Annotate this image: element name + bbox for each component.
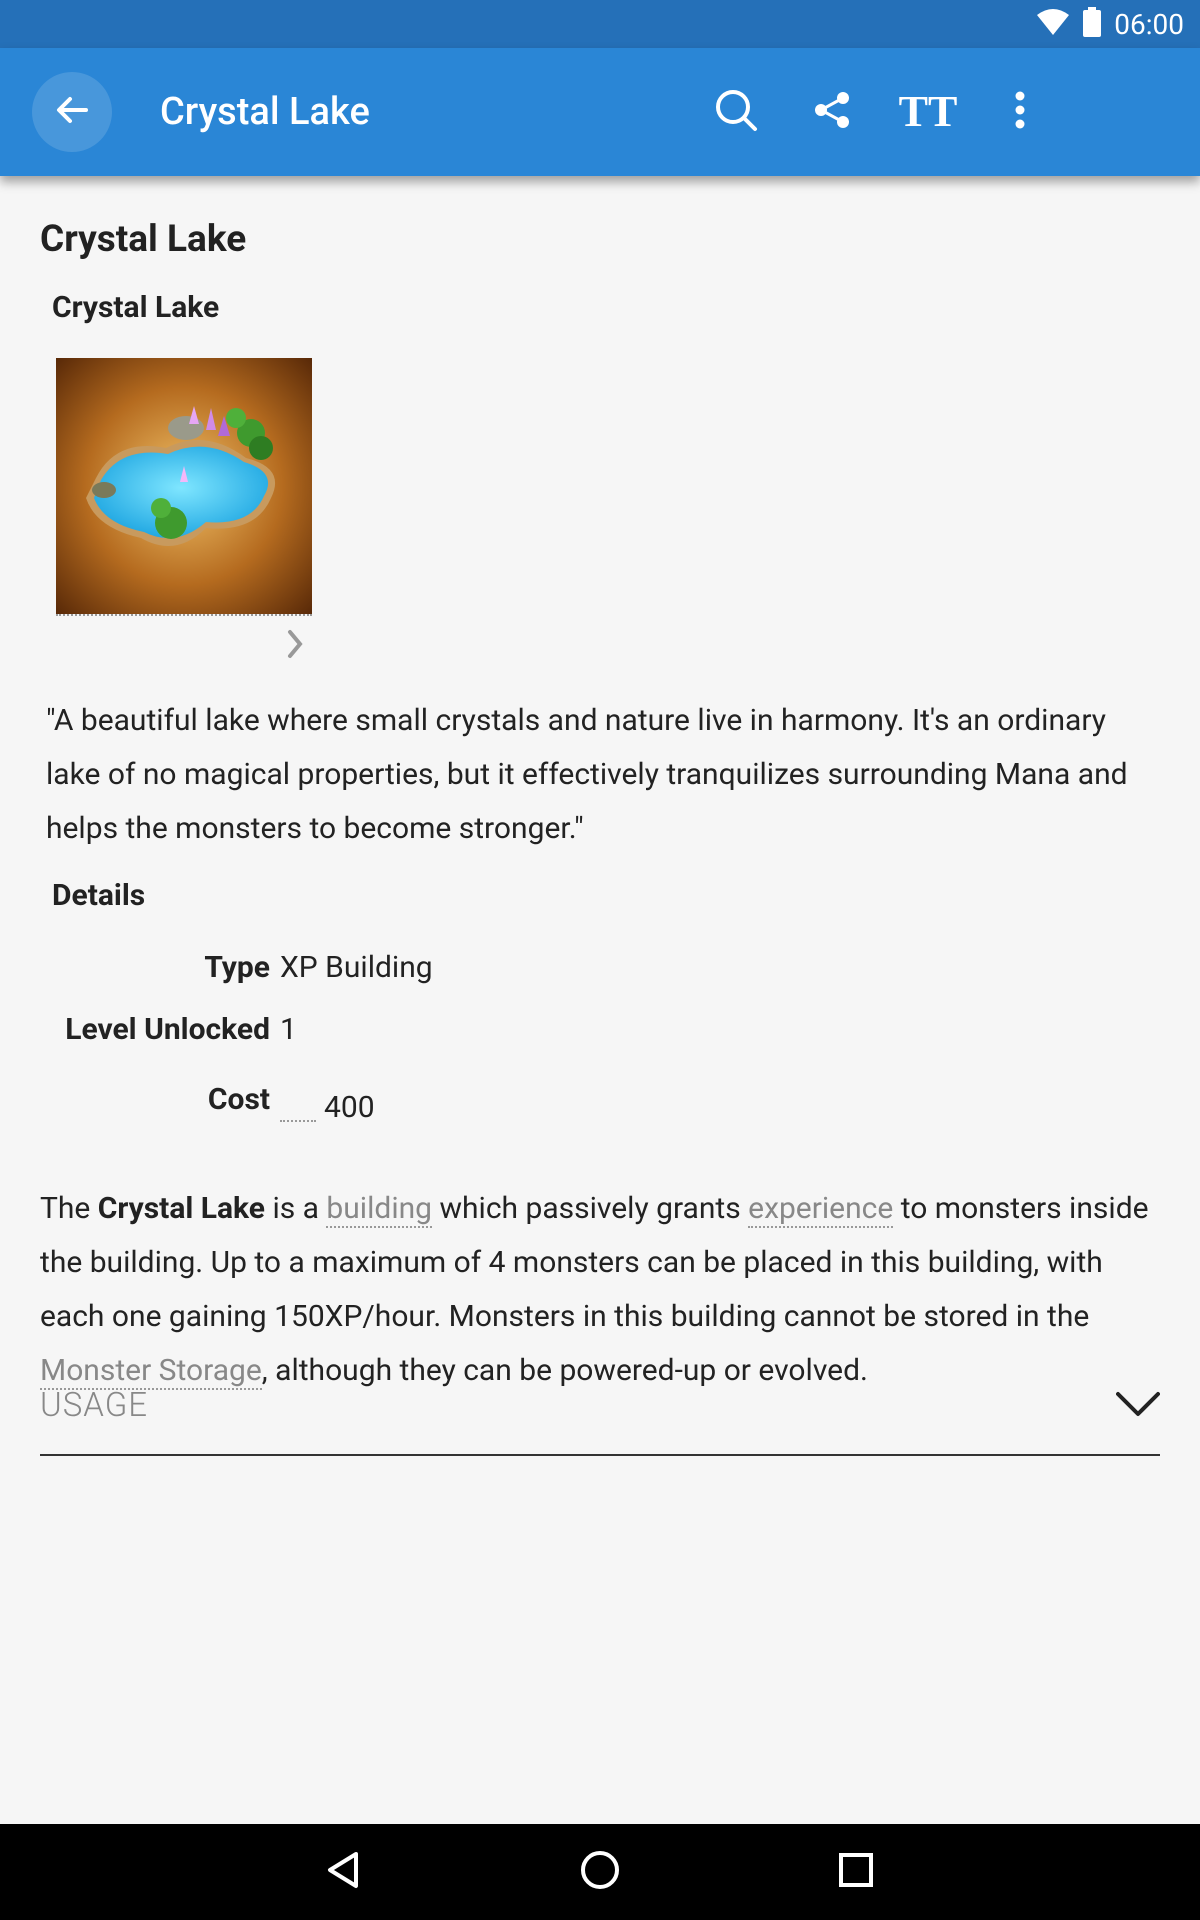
text-size-icon bbox=[898, 87, 958, 136]
share-button[interactable] bbox=[792, 72, 872, 152]
page-title: Crystal Lake bbox=[40, 218, 247, 261]
usage-section-toggle[interactable] bbox=[40, 1374, 1160, 1456]
gallery-next-icon[interactable] bbox=[284, 624, 308, 664]
infobox-title: Crystal Lake bbox=[52, 290, 220, 325]
usage-label: USAGE bbox=[40, 1386, 149, 1425]
back-arrow-icon bbox=[52, 90, 92, 134]
back-button[interactable] bbox=[32, 72, 112, 152]
search-button[interactable] bbox=[696, 72, 776, 152]
share-icon bbox=[812, 90, 852, 134]
description-paragraph bbox=[40, 1182, 1170, 1398]
detail-value-type: XP Building bbox=[280, 950, 433, 985]
nav-home-button[interactable] bbox=[564, 1836, 636, 1908]
app-bar bbox=[0, 48, 1200, 176]
mana-icon[interactable] bbox=[280, 1096, 316, 1122]
details-header: Details bbox=[52, 878, 146, 913]
search-icon bbox=[713, 87, 759, 137]
nav-back-button[interactable] bbox=[308, 1836, 380, 1908]
description-text: , although they can be powered-up or evolved. bbox=[261, 1353, 868, 1388]
detail-label-cost: Cost bbox=[207, 1082, 270, 1117]
detail-label-type: Type bbox=[204, 950, 270, 985]
description-text: The bbox=[40, 1191, 98, 1226]
detail-value-cost: 400 bbox=[324, 1090, 375, 1125]
status-icons bbox=[1036, 0, 1184, 48]
chevron-down-icon bbox=[1116, 1390, 1160, 1420]
status-time: 06:00 bbox=[1114, 7, 1184, 41]
text-size-glyph: TT bbox=[898, 87, 958, 136]
nav-home-icon bbox=[578, 1848, 622, 1896]
building-image[interactable] bbox=[56, 358, 312, 616]
description-text: is a bbox=[265, 1191, 327, 1226]
app-title: Crystal Lake bbox=[160, 90, 370, 134]
nav-recents-button[interactable] bbox=[820, 1836, 892, 1908]
more-vert-icon bbox=[1014, 90, 1026, 134]
more-options-button[interactable] bbox=[980, 72, 1060, 152]
text-size-button[interactable] bbox=[888, 72, 968, 152]
detail-value-level-unlocked: 1 bbox=[280, 1012, 297, 1047]
battery-icon bbox=[1082, 7, 1102, 41]
description-text: which passively grants bbox=[432, 1191, 749, 1226]
status-bar bbox=[0, 0, 1200, 48]
description-bold-title: Crystal Lake bbox=[97, 1191, 265, 1226]
monster-storage-link[interactable]: Monster Storage bbox=[40, 1353, 262, 1388]
building-link[interactable]: building bbox=[326, 1191, 433, 1226]
experience-link[interactable]: experience bbox=[748, 1191, 894, 1226]
flavor-quote: "A beautiful lake where small crystals and nature live in harmony. It's an ordinary lake of no magical properties, but it effectively tranquilizes surrounding Mana and helps the monsters to become stronger." bbox=[46, 703, 1128, 846]
description-text: to monsters inside the building. Up to a maximum of 4 monsters can be placed in this building, with each one gaining 150XP/hour. Monsters in this building cannot be stored in the bbox=[40, 1191, 1149, 1334]
wifi-icon bbox=[1036, 7, 1070, 41]
detail-label-level-unlocked: Level Unlocked bbox=[65, 1012, 270, 1047]
system-nav-bar bbox=[0, 1824, 1200, 1920]
nav-back-icon bbox=[324, 1850, 364, 1894]
nav-recents-icon bbox=[836, 1850, 876, 1894]
